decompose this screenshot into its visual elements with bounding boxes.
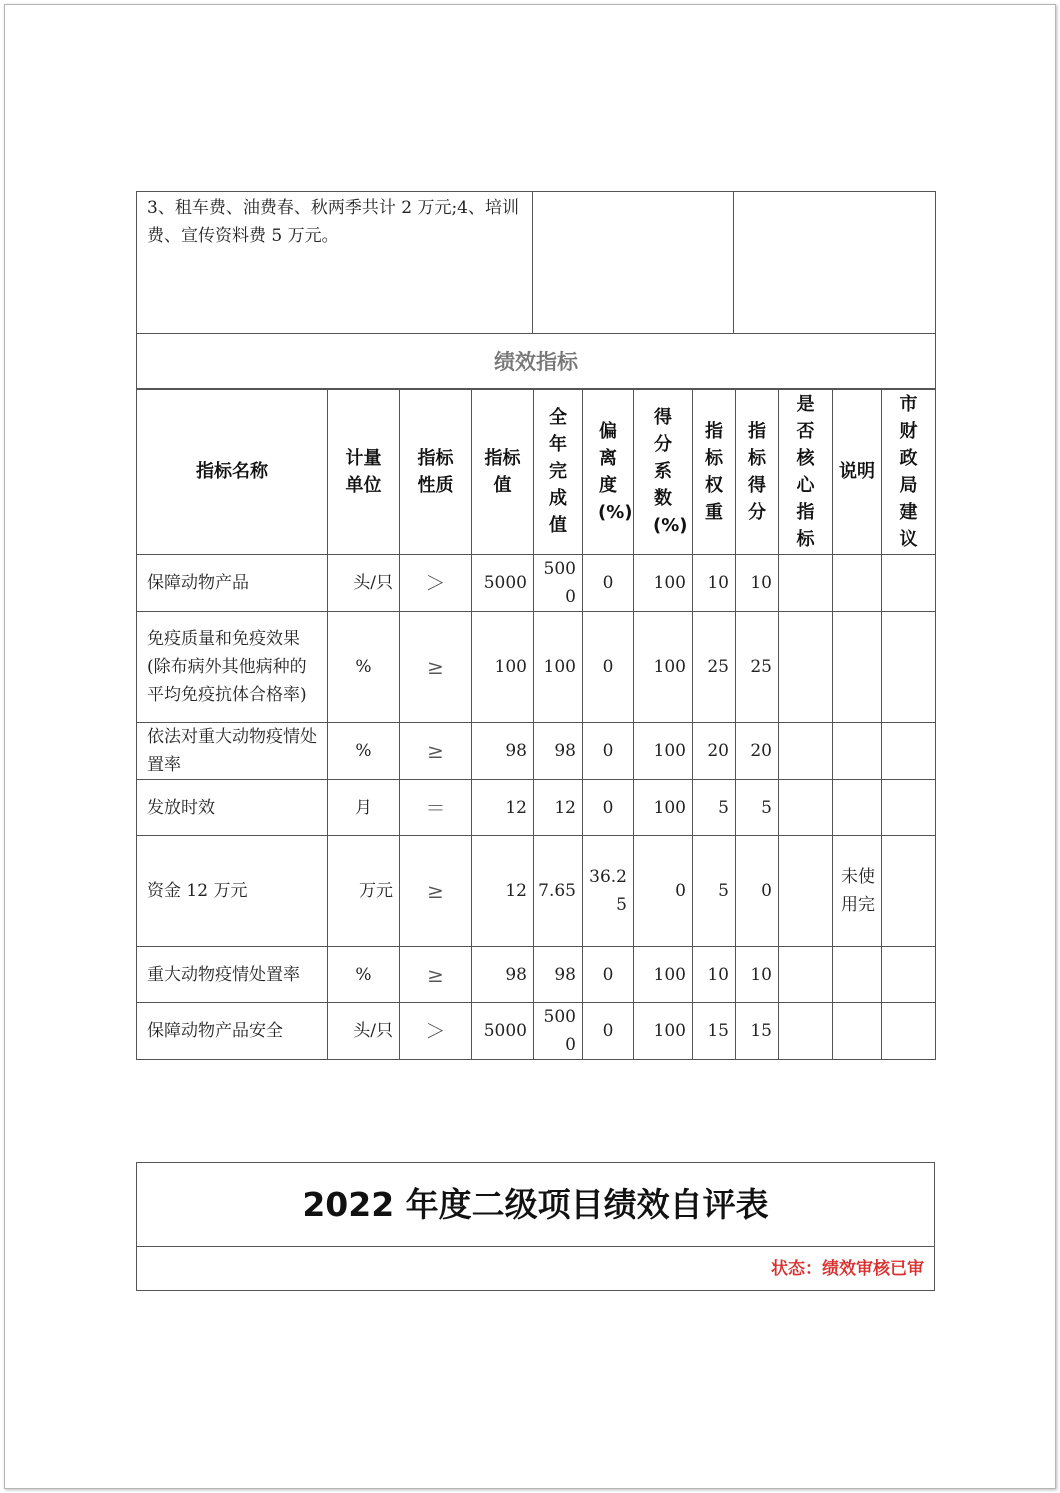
indicator-note — [833, 555, 882, 612]
indicator-name: 免疫质量和免疫效果(除布病外其他病种的平均免疫抗体合格率) — [137, 612, 328, 723]
header-row — [137, 389, 936, 555]
indicator-nature: ＞ — [400, 555, 472, 612]
indicator-score: 5 — [736, 780, 779, 836]
indicator-coef: 100 — [634, 780, 693, 836]
indicator-score: 0 — [736, 836, 779, 947]
indicator-unit: 头/只 — [328, 1003, 400, 1060]
header-weight: 指标权重 — [705, 420, 723, 523]
continuation-table — [136, 191, 936, 390]
indicator-note — [833, 780, 882, 836]
indicator-core — [779, 555, 833, 612]
form-title-table — [136, 1162, 935, 1291]
header-nature: 指标性质 — [417, 447, 454, 496]
indicator-score: 10 — [736, 947, 779, 1003]
indicator-core — [779, 612, 833, 723]
indicator-deviation: 0 — [583, 612, 634, 723]
indicator-coef: 100 — [634, 612, 693, 723]
table-row — [137, 947, 936, 1003]
indicator-nature: ≥ — [400, 947, 472, 1003]
indicator-coef: 100 — [634, 1003, 693, 1060]
indicator-advice — [882, 555, 936, 612]
header-target: 指标值 — [484, 447, 521, 496]
header-score: 指标得分 — [748, 420, 766, 523]
indicator-name: 资金 12 万元 — [137, 836, 328, 947]
indicator-nature: ≥ — [400, 723, 472, 780]
indicator-note: 未使用完 — [833, 836, 882, 947]
indicator-advice — [882, 947, 936, 1003]
indicator-actual: 100 — [534, 612, 583, 723]
indicator-deviation: 0 — [583, 947, 634, 1003]
header-name: 指标名称 — [196, 461, 268, 482]
performance-indicator-table — [136, 388, 936, 1060]
indicator-score: 15 — [736, 1003, 779, 1060]
indicator-name: 依法对重大动物疫情处置率 — [137, 723, 328, 780]
indicator-core — [779, 780, 833, 836]
indicator-score: 25 — [736, 612, 779, 723]
indicator-target: 5000 — [472, 1003, 534, 1060]
header-deviation: 偏离度(%) — [598, 420, 633, 523]
header-coef: 得分系数(%) — [653, 407, 688, 536]
table-row — [137, 612, 936, 723]
table-row — [137, 723, 936, 780]
indicator-advice — [882, 836, 936, 947]
indicator-unit: % — [328, 947, 400, 1003]
indicator-note — [833, 612, 882, 723]
indicator-name: 保障动物产品 — [137, 555, 328, 612]
indicator-name: 发放时效 — [137, 780, 328, 836]
indicator-actual: 5000 — [534, 555, 583, 612]
indicator-advice — [882, 1003, 936, 1060]
indicator-actual: 98 — [534, 723, 583, 780]
indicator-name: 保障动物产品安全 — [137, 1003, 328, 1060]
indicator-coef: 100 — [634, 947, 693, 1003]
indicator-actual: 12 — [534, 780, 583, 836]
indicator-core — [779, 947, 833, 1003]
indicator-nature: ≥ — [400, 612, 472, 723]
indicator-target: 98 — [472, 947, 534, 1003]
indicator-coef: 100 — [634, 723, 693, 780]
indicator-coef: 0 — [634, 836, 693, 947]
indicator-target: 12 — [472, 836, 534, 947]
indicator-actual: 98 — [534, 947, 583, 1003]
indicator-core — [779, 723, 833, 780]
indicator-target: 98 — [472, 723, 534, 780]
indicator-weight: 20 — [693, 723, 736, 780]
status-text: 状态：绩效审核已审 — [137, 1247, 935, 1291]
indicator-nature: ＞ — [400, 1003, 472, 1060]
indicator-actual: 5000 — [534, 1003, 583, 1060]
table-row — [137, 555, 936, 612]
indicator-weight: 15 — [693, 1003, 736, 1060]
header-note: 说明 — [839, 461, 875, 482]
indicator-score: 10 — [736, 555, 779, 612]
header-actual: 全年完成值 — [549, 407, 567, 536]
table-row — [137, 1003, 936, 1060]
indicator-deviation: 0 — [583, 1003, 634, 1060]
indicator-note — [833, 1003, 882, 1060]
indicator-deviation: 0 — [583, 723, 634, 780]
indicator-weight: 5 — [693, 836, 736, 947]
indicator-core — [779, 836, 833, 947]
table-row — [137, 836, 936, 947]
section-title: 绩效指标 — [137, 334, 936, 390]
indicator-deviation: 36.25 — [583, 836, 634, 947]
indicator-advice — [882, 612, 936, 723]
indicator-unit: % — [328, 723, 400, 780]
indicator-unit: 万元 — [328, 836, 400, 947]
header-core: 是否核心指标 — [796, 393, 815, 550]
header-unit: 计量单位 — [345, 447, 382, 496]
continuation-text: 3、租车费、油费春、秋两季共计 2 万元;4、培训费、宣传资料费 5 万元。 — [137, 192, 533, 334]
indicator-coef: 100 — [634, 555, 693, 612]
indicator-deviation: 0 — [583, 780, 634, 836]
form-title: 2022 年度二级项目绩效自评表 — [137, 1163, 935, 1247]
indicator-advice — [882, 723, 936, 780]
indicator-actual: 7.65 — [534, 836, 583, 947]
indicator-core — [779, 1003, 833, 1060]
indicator-target: 5000 — [472, 555, 534, 612]
indicator-nature: ＝ — [400, 780, 472, 836]
indicator-target: 100 — [472, 612, 534, 723]
indicator-deviation: 0 — [583, 555, 634, 612]
indicator-weight: 10 — [693, 947, 736, 1003]
indicator-target: 12 — [472, 780, 534, 836]
indicator-note — [833, 723, 882, 780]
indicator-unit: 头/只 — [328, 555, 400, 612]
indicator-note — [833, 947, 882, 1003]
indicator-name: 重大动物疫情处置率 — [137, 947, 328, 1003]
header-advice: 市财政局建议 — [899, 393, 918, 550]
continuation-empty-cell — [533, 192, 734, 334]
indicator-weight: 25 — [693, 612, 736, 723]
indicator-weight: 10 — [693, 555, 736, 612]
indicator-score: 20 — [736, 723, 779, 780]
table-row — [137, 780, 936, 836]
continuation-empty-cell — [734, 192, 936, 334]
indicator-unit: 月 — [328, 780, 400, 836]
indicator-nature: ≥ — [400, 836, 472, 947]
indicator-advice — [882, 780, 936, 836]
indicator-weight: 5 — [693, 780, 736, 836]
indicator-unit: % — [328, 612, 400, 723]
